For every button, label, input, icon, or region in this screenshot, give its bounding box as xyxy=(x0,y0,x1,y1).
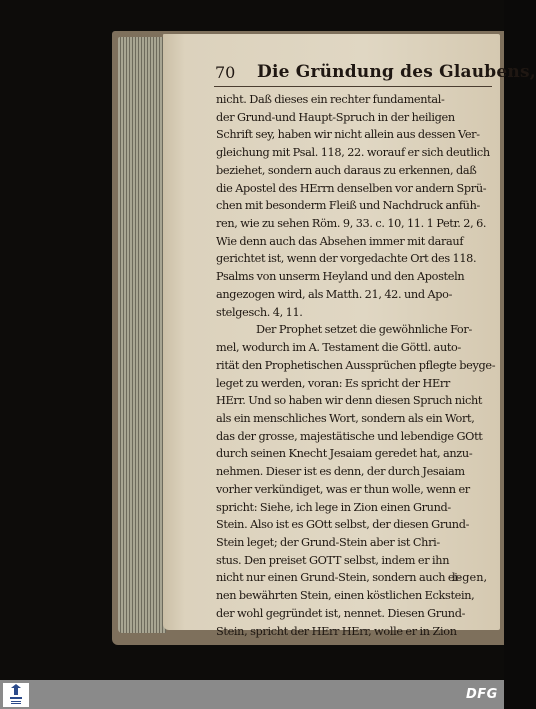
text-line: nehmen. Dieser ist es denn, der durch Jesaiam xyxy=(216,465,465,479)
text-line: mel, wodurch im A. Testament die Göttl. auto- xyxy=(216,341,461,355)
text-line: Stein leget; der Grund-Stein aber ist Chri- xyxy=(216,535,440,549)
text-line: durch seinen Knecht Jesaiam geredet hat, anzu- xyxy=(216,447,473,461)
text-line: Schrift sey, haben wir nicht allein aus dessen Ver- xyxy=(216,128,480,142)
text-line: Stein, spricht der HErr HErr, wolle er in Zion xyxy=(216,624,457,638)
text-line: nen bewährten Stein, einen köstlichen Eckstein, xyxy=(216,589,475,603)
text-line: stus. Den preiset GOTT selbst, indem er ihn xyxy=(216,553,450,567)
dfg-logo: DFG xyxy=(466,687,498,702)
catchword: legen, xyxy=(452,571,488,584)
text-line: Der Prophet setzet die gewöhnliche For- xyxy=(256,323,472,337)
header-rule xyxy=(214,86,492,87)
page-number: 70 xyxy=(215,63,236,82)
body-text xyxy=(216,91,496,640)
text-line: HErr. Und so haben wir denn diesen Spruch nicht xyxy=(216,394,483,408)
text-line: vorher verkündiget, was er thun wolle, wenn er xyxy=(216,482,470,496)
text-line: der wohl gegründet ist, nennet. Diesen Grund- xyxy=(216,606,466,620)
text-line: stelgesch. 4, 11. xyxy=(216,305,303,319)
text-line: Wie denn auch das Absehen immer mit darauf xyxy=(216,234,464,248)
text-line: chen mit besonderm Fleiß und Nachdruck anfüh- xyxy=(216,199,480,213)
text-line: gerichtet ist, wenn der vorgedachte Ort des 118. xyxy=(216,252,477,266)
page-edges xyxy=(118,37,166,633)
footer-bar xyxy=(0,680,504,709)
text-line: Psalms von unserm Heyland und den Aposteln xyxy=(216,270,465,284)
text-line: leget zu werden, voran: Es spricht der HErr xyxy=(216,376,450,390)
library-emblem-icon xyxy=(3,683,29,707)
text-line: die Apostel des HErrn denselben vor andern Sprü- xyxy=(216,181,487,195)
text-line: spricht: Siehe, ich lege in Zion einen Grund- xyxy=(216,500,451,514)
text-line: der Grund-und Haupt-Spruch in der heiligen xyxy=(216,110,455,124)
text-line: nicht nur einen Grund-Stein, sondern auch ei- xyxy=(216,571,461,585)
running-head xyxy=(215,62,536,85)
text-line: das der grosse, majestätische und lebendige GOtt xyxy=(216,429,483,443)
text-line: beziehet, sondern auch daraus zu erkennen, daß xyxy=(216,163,477,177)
text-line: ren, wie zu sehen Röm. 9, 33. c. 10, 11. 1 Petr. 2, 6. xyxy=(216,217,487,231)
text-line: angezogen wird, als Matth. 21, 42. und Apo- xyxy=(216,287,453,301)
text-line: gleichung mit Psal. 118, 22. worauf er sich deutlich xyxy=(216,146,490,160)
text-line: rität den Prophetischen Aussprüchen pflegte beyge- xyxy=(216,358,496,372)
page-heading: Die Gründung des Glaubens, xyxy=(257,62,536,82)
text-line: Stein. Also ist es GOtt selbst, der diesen Grund- xyxy=(216,518,470,532)
text-line: nicht. Daß dieses ein rechter fundamental- xyxy=(216,93,445,106)
text-line: als ein menschliches Wort, sondern als ein Wort, xyxy=(216,411,475,425)
